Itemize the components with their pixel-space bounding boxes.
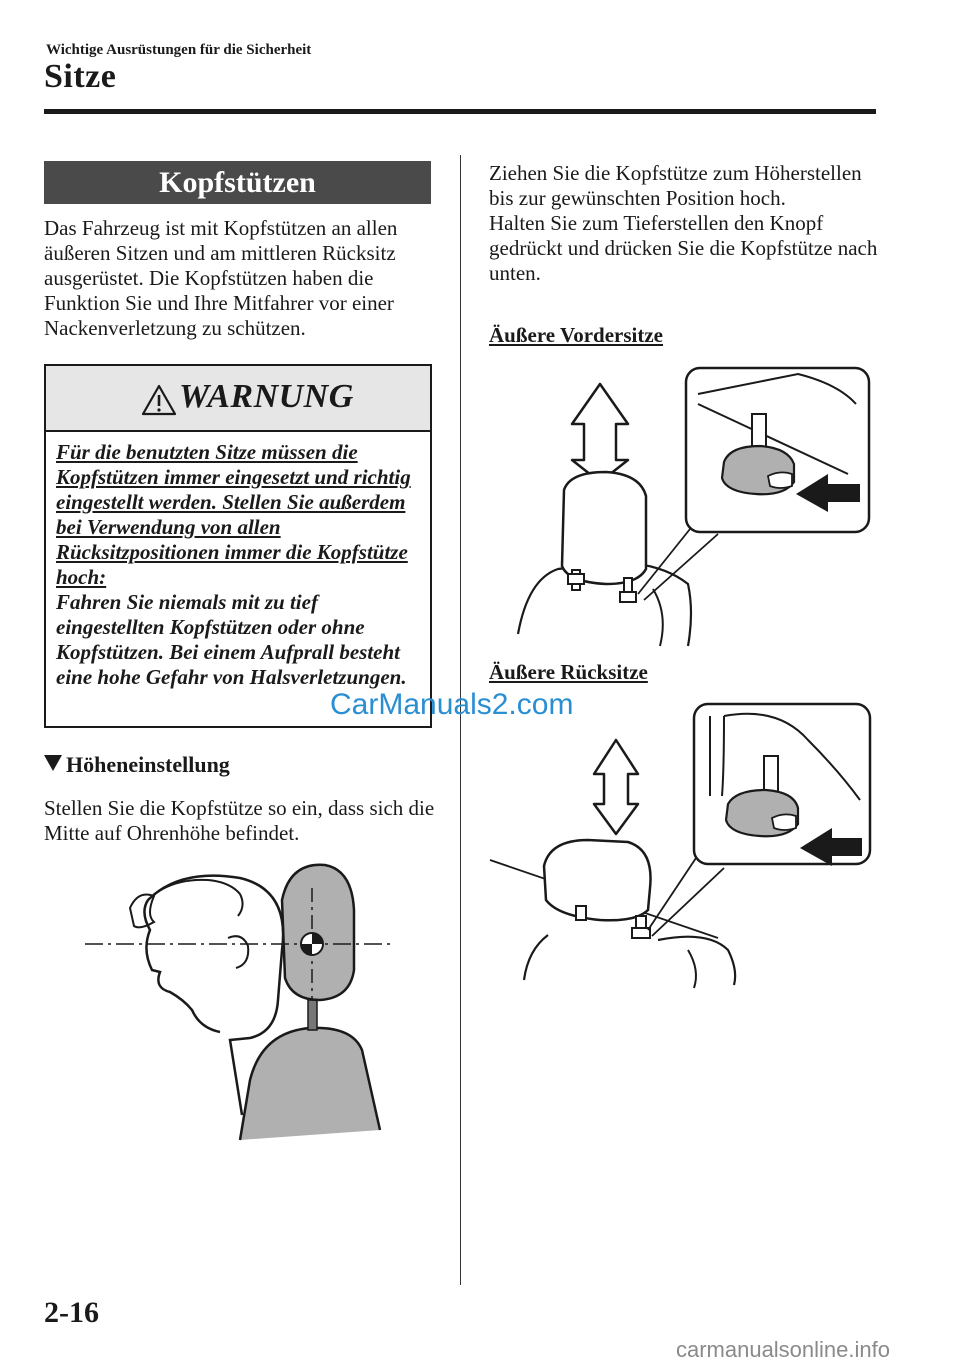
footer-watermark-url: carmanualsonline.info bbox=[675, 1337, 890, 1362]
warning-text: Fahren Sie niemals mit zu tief eingestellten Kopfstützen oder ohne Kopfstützen. Bei einem Aufprall besteht eine hohe Gefahr von Halsverletzungen. bbox=[56, 590, 407, 689]
page-title: Sitze bbox=[44, 58, 117, 95]
section-kicker: Wichtige Ausrüstungen für die Sicherheit bbox=[46, 42, 312, 58]
warning-box bbox=[44, 364, 432, 728]
adjust-paragraph bbox=[489, 161, 889, 286]
intro-paragraph: Das Fahrzeug ist mit Kopfstützen an allen äußeren Sitzen und am mittleren Rücksitz ausgerüstet. Die Kopfstützen haben die Funktion Sie und Ihre Mitfahrer vor einer Nackenverletzung zu schützen. bbox=[44, 216, 398, 340]
adjust-lower-text: Halten Sie zum Tieferstellen den Knopf gedrückt und drücken Sie die Kopfstütze nach unten. bbox=[489, 211, 878, 285]
warning-title: WARNUNG bbox=[179, 378, 354, 415]
warning-underlined-text: Für die benutzten Sitze müssen die Kopfstützen immer eingesetzt und richtig eingestellt werden. Stellen Sie außerdem bei Verwendung von allen Rücksitzpositionen immer die Kopfstütze hoch: bbox=[56, 440, 411, 589]
triangle-bullet-icon bbox=[44, 755, 62, 771]
caption-rear-seats: Äußere Rücksitze bbox=[489, 660, 648, 684]
rear-seat-headrest-illustration bbox=[488, 700, 873, 990]
height-paragraph: Stellen Sie die Kopfstütze so ein, dass sich die Mitte auf Ohrenhöhe befindet. bbox=[44, 796, 435, 845]
watermark: CarManuals2.com bbox=[330, 688, 574, 721]
subheading-label: Höheneinstellung bbox=[66, 752, 230, 777]
title-rule bbox=[44, 109, 876, 114]
page-number: 2-16 bbox=[44, 1296, 99, 1329]
warning-triangle-icon bbox=[141, 384, 177, 416]
caption-front-seats: Äußere Vordersitze bbox=[489, 323, 663, 347]
subheading bbox=[44, 752, 230, 778]
head-headrest-illustration bbox=[80, 860, 400, 1150]
adjust-raise-text: Ziehen Sie die Kopfstütze zum Höherstellen bis zur gewünschten Position hoch. bbox=[489, 161, 862, 210]
front-seat-headrest-illustration bbox=[488, 364, 873, 649]
warning-header bbox=[46, 366, 430, 432]
section-heading: Kopfstützen bbox=[44, 161, 431, 204]
